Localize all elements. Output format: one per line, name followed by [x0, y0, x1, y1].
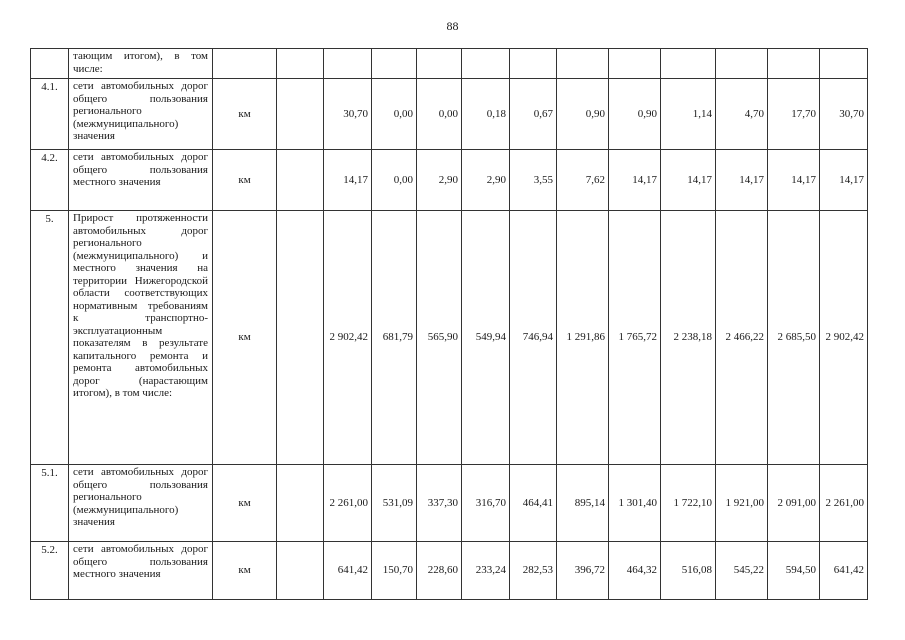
empty-cell	[277, 465, 324, 542]
value-cell: 0,00	[417, 79, 462, 150]
row-unit: км	[213, 79, 277, 150]
value-cell: 565,90	[417, 211, 462, 465]
row-number: 4.1.	[31, 79, 69, 150]
value-cell: 7,62	[557, 150, 609, 211]
value-cell: 464,41	[510, 465, 557, 542]
value-cell: 2 902,42	[324, 211, 372, 465]
value-cell	[462, 49, 510, 79]
value-cell: 531,09	[372, 465, 417, 542]
value-cell: 2 091,00	[768, 465, 820, 542]
value-cell	[324, 49, 372, 79]
value-cell: 30,70	[820, 79, 868, 150]
value-cell: 30,70	[324, 79, 372, 150]
table-row	[31, 211, 868, 465]
value-cell: 516,08	[661, 542, 716, 600]
value-cell: 641,42	[324, 542, 372, 600]
row-number: 4.2.	[31, 150, 69, 211]
value-cell: 233,24	[462, 542, 510, 600]
value-cell: 1,14	[661, 79, 716, 150]
value-cell: 1 722,10	[661, 465, 716, 542]
row-description: тающим итогом), в том числе:	[69, 49, 213, 79]
value-cell: 2,90	[417, 150, 462, 211]
value-cell: 2 902,42	[820, 211, 868, 465]
value-cell: 0,90	[557, 79, 609, 150]
value-cell	[510, 49, 557, 79]
row-unit	[213, 49, 277, 79]
value-cell	[661, 49, 716, 79]
value-cell: 14,17	[609, 150, 661, 211]
value-cell: 14,17	[661, 150, 716, 211]
value-cell	[417, 49, 462, 79]
value-cell: 2 238,18	[661, 211, 716, 465]
value-cell: 746,94	[510, 211, 557, 465]
value-cell	[820, 49, 868, 79]
row-unit: км	[213, 542, 277, 600]
value-cell: 282,53	[510, 542, 557, 600]
value-cell: 2 261,00	[324, 465, 372, 542]
value-cell: 2 261,00	[820, 465, 868, 542]
value-cell: 0,00	[372, 79, 417, 150]
value-cell: 228,60	[417, 542, 462, 600]
value-cell: 14,17	[716, 150, 768, 211]
empty-cell	[277, 79, 324, 150]
value-cell: 1 921,00	[716, 465, 768, 542]
table-row	[31, 465, 868, 542]
row-unit: км	[213, 465, 277, 542]
value-cell: 594,50	[768, 542, 820, 600]
row-description: Прирост протяженности автомобильных дорог регионального (межмуниципального) и местного значения на территории Нижегородской области соответствующих нормативным требованиям к транспортно-эксплуатационным показателям в результате капитального ремонта и ремонта автомобильных дорог (нарастающим итогом), в том числе:	[69, 211, 213, 465]
value-cell: 316,70	[462, 465, 510, 542]
value-cell: 641,42	[820, 542, 868, 600]
value-cell: 2 466,22	[716, 211, 768, 465]
table-row	[31, 49, 868, 79]
row-description: сети автомобильных дорог общего пользования местного значения	[69, 542, 213, 600]
table-row	[31, 79, 868, 150]
value-cell: 2,90	[462, 150, 510, 211]
value-cell	[609, 49, 661, 79]
value-cell: 545,22	[716, 542, 768, 600]
table-row	[31, 150, 868, 211]
value-cell: 14,17	[768, 150, 820, 211]
row-number: 5.2.	[31, 542, 69, 600]
value-cell: 2 685,50	[768, 211, 820, 465]
row-number: 5.	[31, 211, 69, 465]
value-cell: 1 765,72	[609, 211, 661, 465]
value-cell: 1 301,40	[609, 465, 661, 542]
value-cell: 681,79	[372, 211, 417, 465]
value-cell: 0,18	[462, 79, 510, 150]
empty-cell	[277, 49, 324, 79]
value-cell	[768, 49, 820, 79]
row-description: сети автомобильных дорог общего пользования регионального (межмуниципального) значения	[69, 465, 213, 542]
row-unit: км	[213, 211, 277, 465]
value-cell: 14,17	[324, 150, 372, 211]
row-number	[31, 49, 69, 79]
value-cell: 337,30	[417, 465, 462, 542]
value-cell: 0,90	[609, 79, 661, 150]
empty-cell	[277, 211, 324, 465]
value-cell: 396,72	[557, 542, 609, 600]
value-cell: 4,70	[716, 79, 768, 150]
value-cell: 0,00	[372, 150, 417, 211]
table-row	[31, 542, 868, 600]
value-cell: 3,55	[510, 150, 557, 211]
value-cell: 549,94	[462, 211, 510, 465]
row-number: 5.1.	[31, 465, 69, 542]
row-description: сети автомобильных дорог общего пользования местного значения	[69, 150, 213, 211]
value-cell: 14,17	[820, 150, 868, 211]
row-unit: км	[213, 150, 277, 211]
value-cell: 17,70	[768, 79, 820, 150]
value-cell: 0,67	[510, 79, 557, 150]
value-cell	[372, 49, 417, 79]
indicators-table	[30, 48, 868, 600]
value-cell: 464,32	[609, 542, 661, 600]
value-cell	[716, 49, 768, 79]
value-cell: 895,14	[557, 465, 609, 542]
value-cell: 150,70	[372, 542, 417, 600]
empty-cell	[277, 542, 324, 600]
row-description: сети автомобильных дорог общего пользования регионального (межмуниципального) значения	[69, 79, 213, 150]
value-cell	[557, 49, 609, 79]
page-number: 88	[446, 19, 459, 33]
empty-cell	[277, 150, 324, 211]
table-body	[31, 49, 868, 600]
value-cell: 1 291,86	[557, 211, 609, 465]
